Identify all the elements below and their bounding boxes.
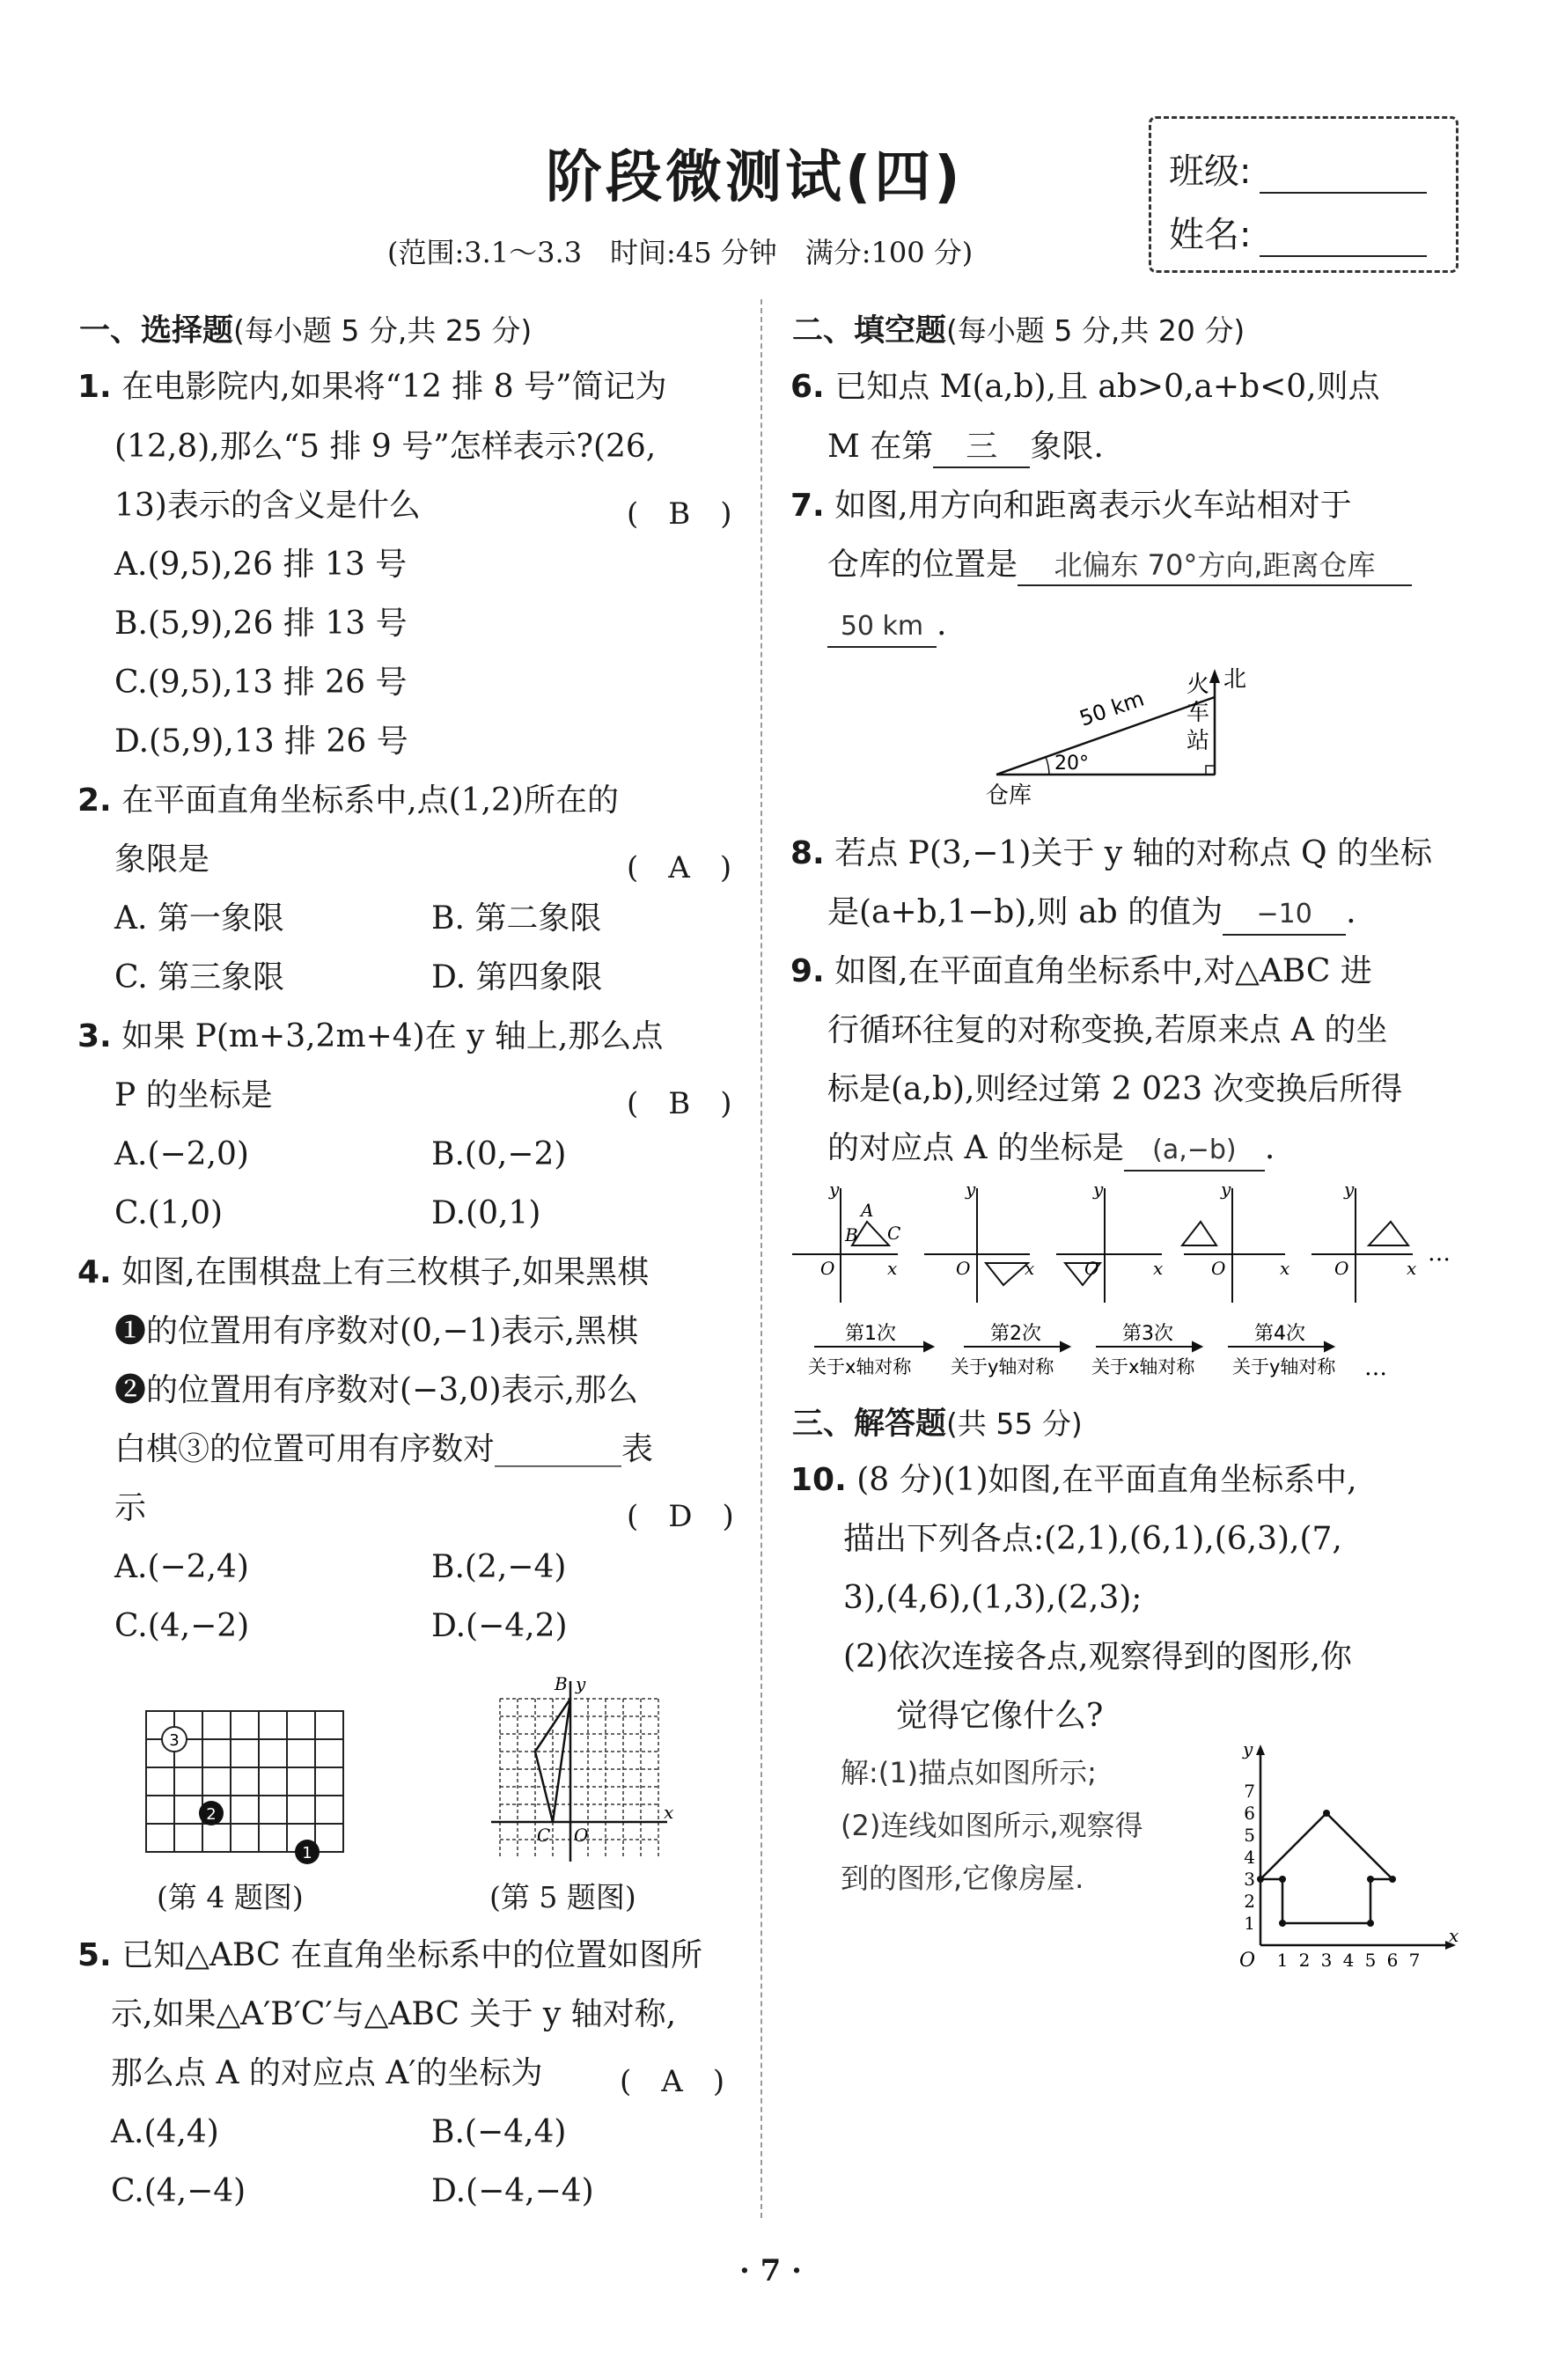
q3-line1: 3. 如果 P(m+3,2m+4)在 y 轴上,那么点 <box>77 1018 664 1054</box>
y-tick-4: 4 <box>1244 1847 1255 1868</box>
section1-note: (每小题 5 分,共 25 分) <box>233 313 533 348</box>
x-tick-6: 6 <box>1386 1950 1399 1971</box>
q7-station-char3: 站 <box>1187 728 1210 754</box>
svg-text:第4次: 第4次 <box>1254 1323 1305 1345</box>
q7-north-label: 北 <box>1223 666 1247 693</box>
name-row <box>1169 207 1427 257</box>
section3-heading <box>792 1399 1083 1443</box>
svg-text:x: x <box>1280 1258 1290 1279</box>
q5-option-b[interactable]: B.(−4,4) <box>431 2114 567 2150</box>
q4-figure-caption: (第 4 题图) <box>157 1880 304 1914</box>
house-outline <box>1260 1813 1392 1923</box>
q2-option-c[interactable]: C. 第三象限 <box>114 959 285 995</box>
q10-x-ticks <box>1277 1950 1421 1971</box>
q9-ellipsis-top: … <box>1428 1240 1451 1267</box>
q1-number: 1. <box>77 369 112 405</box>
q5-option-c[interactable]: C.(4,−4) <box>111 2173 246 2209</box>
q10-line3: 3),(4,6),(1,3),(2,3); <box>843 1580 1143 1616</box>
svg-text:第3次: 第3次 <box>1122 1323 1173 1345</box>
q5-line2: 示,如果△A′B′C′与△ABC 关于 y 轴对称, <box>111 1996 677 2032</box>
q9-line4: 的对应点 A 的坐标是 (a,−b) . <box>827 1129 1275 1172</box>
white-stone-3-label: 3 <box>169 1731 180 1750</box>
q6-blank[interactable]: 三 <box>933 428 1030 468</box>
black-stone-1-label: 1 <box>302 1844 312 1862</box>
q7-angle-label: 20° <box>1054 753 1089 775</box>
y-tick-5: 5 <box>1244 1825 1255 1846</box>
q7-line2: 仓库的位置是 北偏东 70°方向,距离仓库 <box>827 546 1412 586</box>
black-stone-2-label: 2 <box>206 1805 217 1824</box>
svg-text:第2次: 第2次 <box>990 1323 1041 1345</box>
q5-option-a[interactable]: A.(4,4) <box>111 2114 219 2150</box>
q1-answer: ( B ) <box>627 496 732 532</box>
q7-distance-label: 50 km <box>1076 686 1148 731</box>
q10-solution-line1: 解:(1)描点如图所示; <box>841 1756 1097 1789</box>
name-label: 姓名: <box>1169 215 1252 255</box>
x-tick-5: 5 <box>1364 1950 1377 1971</box>
q10-line5: 觉得它像什么? <box>896 1698 1104 1734</box>
q4-line3: ❷的位置用有序数对(−3,0)表示,那么 <box>114 1372 638 1408</box>
q5-figure-caption: (第 5 题图) <box>489 1880 636 1914</box>
x-tick-3: 3 <box>1320 1950 1333 1971</box>
svg-text:y: y <box>1093 1179 1104 1200</box>
y-tick-7: 7 <box>1244 1781 1255 1802</box>
q5-grid-figure <box>482 1672 676 1866</box>
q3-line2: P 的坐标是 <box>114 1077 273 1113</box>
class-blank[interactable] <box>1260 160 1427 194</box>
q1-line2: (12,8),那么“5 排 9 号”怎样表示?(26, <box>114 429 657 465</box>
q9-axis-labels <box>820 1179 1416 1279</box>
page-title: 阶段微测试(四) <box>546 145 964 210</box>
q2-line2: 象限是 <box>114 841 210 878</box>
svg-text:C: C <box>887 1223 901 1244</box>
q1-option-a[interactable]: A.(9,5),26 排 13 号 <box>114 547 408 583</box>
svg-text:O: O <box>1334 1258 1349 1279</box>
section2-title: 二、填空题 <box>792 313 947 349</box>
x-tick-1: 1 <box>1276 1950 1289 1971</box>
q7-line1: 7. 如图,用方向和距离表示火车站相对于 <box>790 488 1352 524</box>
q10-y-arrow <box>1256 1745 1265 1755</box>
q9-line1: 9. 如图,在平面直角坐标系中,对△ABC 进 <box>790 953 1372 989</box>
q7-blank-part1[interactable]: 北偏东 70°方向,距离仓库 <box>1018 546 1412 586</box>
section3-title: 三、解答题 <box>792 1407 947 1442</box>
q5-line1: 5. 已知△ABC 在直角坐标系中的位置如图所 <box>77 1937 702 1973</box>
go-board-figure <box>141 1706 352 1864</box>
class-row <box>1169 143 1427 194</box>
y-tick-3: 3 <box>1244 1869 1255 1890</box>
svg-text:y: y <box>829 1179 840 1200</box>
test-scope: (范围:3.1～3.3 时间:45 分钟 满分:100 分) <box>387 236 974 269</box>
q10-y-ticks <box>1244 1781 1255 1934</box>
q4-answer: ( D ) <box>627 1499 734 1534</box>
svg-text:关于x轴对称: 关于x轴对称 <box>1091 1356 1195 1377</box>
house-points <box>1257 1810 1396 1927</box>
north-arrow-icon <box>1209 669 1220 683</box>
q10-line2: 描出下列各点:(2,1),(6,1),(6,3),(7, <box>843 1521 1342 1557</box>
svg-text:x: x <box>1153 1258 1164 1279</box>
q4-option-a[interactable]: A.(−2,4) <box>114 1549 249 1585</box>
x-tick-2: 2 <box>1298 1950 1311 1971</box>
y-tick-1: 1 <box>1244 1913 1255 1934</box>
q1-option-c[interactable]: C.(9,5),13 排 26 号 <box>114 665 408 701</box>
svg-text:O: O <box>820 1258 835 1279</box>
q5-label-y: y <box>576 1673 586 1694</box>
svg-text:关于x轴对称: 关于x轴对称 <box>808 1356 912 1377</box>
q10-label-o: O <box>1239 1950 1256 1972</box>
x-tick-4: 4 <box>1342 1950 1355 1971</box>
q2-option-a[interactable]: A. 第一象限 <box>114 900 284 937</box>
section3-note: (共 55 分) <box>946 1407 1083 1441</box>
section1-title: 一、选择题 <box>79 313 234 349</box>
q4-option-c[interactable]: C.(4,−2) <box>114 1608 250 1644</box>
svg-text:O: O <box>1084 1258 1099 1279</box>
section1-heading <box>79 306 532 350</box>
q7-station-char2: 车 <box>1187 700 1210 726</box>
q5-option-d[interactable]: D.(−4,−4) <box>431 2173 594 2209</box>
q10-house-plot <box>1225 1743 1463 1980</box>
q7-blank-part2[interactable]: 50 km <box>827 607 937 648</box>
q3-option-d[interactable]: D.(0,1) <box>431 1195 541 1231</box>
q1-option-b[interactable]: B.(5,9),26 排 13 号 <box>114 606 408 642</box>
q5-label-o: O <box>574 1825 589 1846</box>
q10-label-y: y <box>1243 1743 1253 1759</box>
page-number: · 7 · <box>739 2253 803 2288</box>
q6-line1: 6. 已知点 M(a,b),且 ab>0,a+b<0,则点 <box>790 369 1380 405</box>
y-tick-2: 2 <box>1244 1891 1255 1912</box>
q5-line3: 那么点 A 的对应点 A′的坐标为 <box>111 2055 543 2091</box>
svg-text:x: x <box>1025 1258 1035 1279</box>
q5-label-x: x <box>664 1802 674 1823</box>
svg-text:O: O <box>1211 1258 1226 1279</box>
q5-answer: ( A ) <box>620 2064 725 2099</box>
q7-direction-figure <box>986 660 1320 819</box>
q9-blank[interactable]: (a,−b) <box>1124 1131 1265 1172</box>
q3-option-c[interactable]: C.(1,0) <box>114 1195 224 1231</box>
y-tick-6: 6 <box>1244 1803 1255 1824</box>
q9-line2: 行循环往复的对称变换,若原来点 A 的坐 <box>827 1012 1388 1048</box>
svg-text:y: y <box>966 1179 976 1200</box>
q9-rule-labels <box>808 1356 1336 1377</box>
svg-text:x: x <box>1407 1258 1417 1279</box>
q7-depot-label: 仓库 <box>986 782 1032 809</box>
q4-line2: ❶的位置用有序数对(0,−1)表示,黑棋 <box>114 1313 638 1349</box>
point-2-3 <box>1279 1876 1286 1883</box>
point-1-3 <box>1257 1876 1264 1883</box>
section2-note: (每小题 5 分,共 20 分) <box>946 313 1245 348</box>
q2-option-b[interactable]: B. 第二象限 <box>431 900 602 937</box>
q3-option-a[interactable]: A.(−2,0) <box>114 1136 249 1172</box>
svg-text:y: y <box>1344 1179 1355 1200</box>
q3-option-b[interactable]: B.(0,−2) <box>431 1136 567 1172</box>
point-7-3 <box>1389 1876 1396 1883</box>
q5-label-c: C <box>537 1825 551 1846</box>
name-blank[interactable] <box>1260 224 1427 257</box>
point-6-3 <box>1367 1876 1374 1883</box>
svg-text:y: y <box>1221 1179 1231 1200</box>
q2-answer: ( A ) <box>627 850 732 885</box>
q3-answer: ( B ) <box>627 1086 732 1121</box>
q4-option-d[interactable]: D.(−4,2) <box>431 1608 568 1644</box>
q7-line3: 50 km . <box>827 606 946 648</box>
q10-solution-line3: 到的图形,它像房屋. <box>841 1862 1084 1895</box>
q8-blank[interactable]: −10 <box>1223 895 1346 936</box>
svg-text:关于y轴对称: 关于y轴对称 <box>1232 1356 1336 1377</box>
svg-text:O: O <box>956 1258 971 1279</box>
q9-step-labels <box>845 1323 1305 1345</box>
point-2-1 <box>1279 1920 1286 1927</box>
q1-line1: 1. 在电影院内,如果将“12 排 8 号”简记为 <box>77 369 667 405</box>
svg-text:A: A <box>861 1200 874 1221</box>
q2-option-d[interactable]: D. 第四象限 <box>431 959 603 995</box>
point-4-6 <box>1323 1810 1330 1817</box>
right-angle-mark <box>1206 766 1215 775</box>
q10-line4: (2)依次连接各点,观察得到的图形,你 <box>843 1639 1352 1675</box>
q10-line1: 10. (8 分)(1)如图,在平面直角坐标系中, <box>790 1462 1357 1498</box>
q1-option-d[interactable]: D.(5,9),13 排 26 号 <box>114 724 408 760</box>
q1-line3: 13)表示的含义是什么 <box>114 488 421 524</box>
q4-line4: 白棋③的位置可用有序数对________表 <box>114 1431 654 1467</box>
svg-text:B: B <box>845 1224 858 1245</box>
svg-text:关于y轴对称: 关于y轴对称 <box>951 1356 1054 1377</box>
q4-line5: 示 <box>114 1490 147 1526</box>
angle-arc <box>1046 757 1049 775</box>
q2-line1: 2. 在平面直角坐标系中,点(1,2)所在的 <box>77 782 619 819</box>
q8-line2: 是(a+b,1−b),则 ab 的值为 −10 . <box>827 893 1356 936</box>
svg-text:第1次: 第1次 <box>845 1323 896 1345</box>
q9-transform-figure <box>792 1179 1461 1382</box>
column-divider <box>760 299 762 2218</box>
q9-line3: 标是(a,b),则经过第 2 023 次变换后所得 <box>827 1071 1403 1107</box>
q4-option-b[interactable]: B.(2,−4) <box>431 1549 567 1585</box>
section2-heading <box>792 306 1245 350</box>
q7-station-char1: 火 <box>1187 672 1210 698</box>
svg-text:x: x <box>887 1258 898 1279</box>
student-info-box <box>1149 116 1458 273</box>
q5-label-b: B <box>555 1673 568 1694</box>
q8-line1: 8. 若点 P(3,−1)关于 y 轴的对称点 Q 的坐标 <box>790 835 1432 871</box>
q6-line2: M 在第 三 象限. <box>827 428 1104 468</box>
q9-ellipsis-bottom: … <box>1364 1355 1387 1381</box>
q10-label-x: x <box>1449 1925 1459 1946</box>
class-label: 班级: <box>1169 151 1252 192</box>
q10-solution-line2: (2)连线如图所示,观察得 <box>841 1809 1143 1842</box>
point-6-1 <box>1367 1920 1374 1927</box>
x-tick-7: 7 <box>1408 1950 1421 1971</box>
q4-line1: 4. 如图,在围棋盘上有三枚棋子,如果黑棋 <box>77 1254 650 1290</box>
